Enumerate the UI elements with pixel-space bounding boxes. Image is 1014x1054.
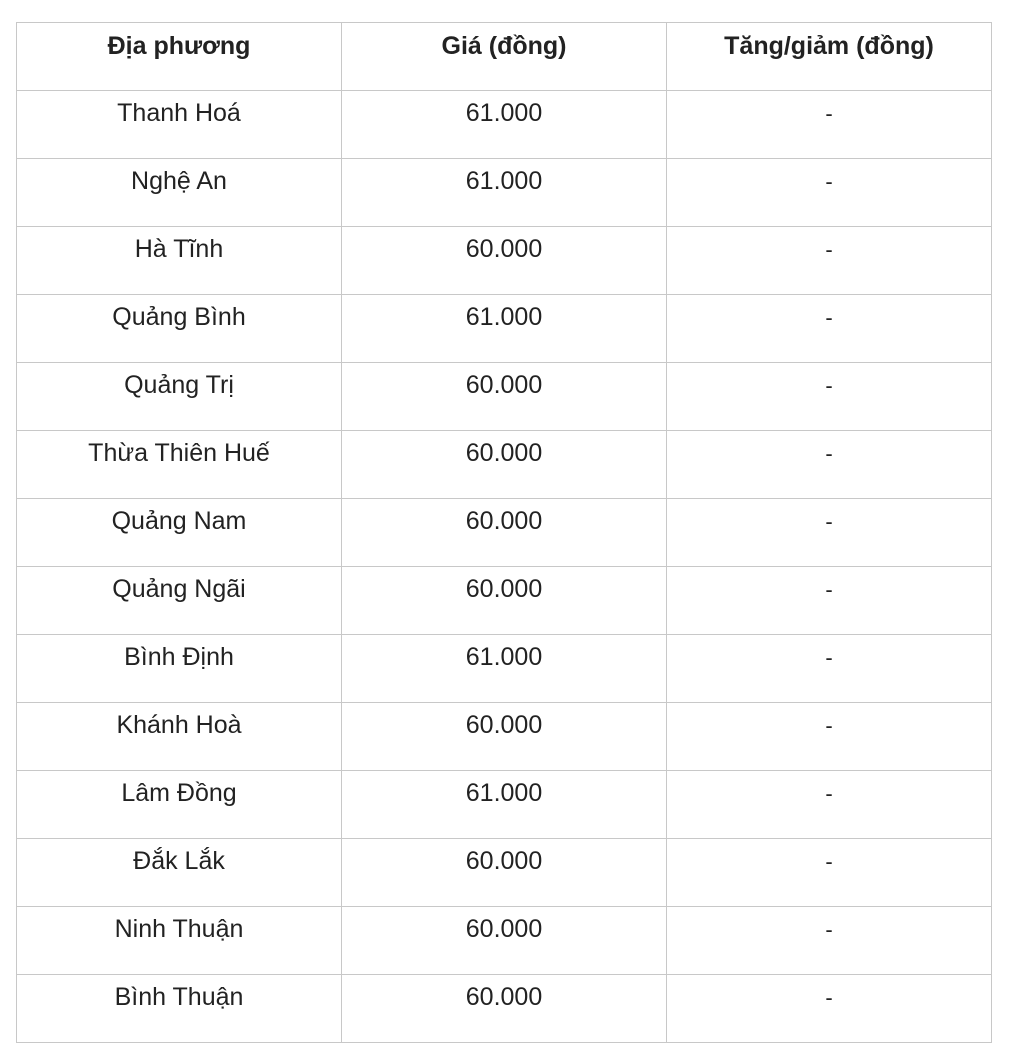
table-row <box>17 499 992 567</box>
header-change: Tăng/giảm (đồng) <box>667 23 992 91</box>
table-row <box>17 635 992 703</box>
cell-region: Bình Định <box>17 635 342 703</box>
cell-region: Thanh Hoá <box>17 91 342 159</box>
cell-price: 60.000 <box>342 975 667 1043</box>
table-row <box>17 567 992 635</box>
cell-change: - <box>667 499 992 567</box>
cell-change: - <box>667 295 992 363</box>
table-row <box>17 431 992 499</box>
table-row <box>17 91 992 159</box>
table-row <box>17 975 992 1043</box>
table-body <box>17 91 992 1043</box>
table-row <box>17 295 992 363</box>
cell-change: - <box>667 771 992 839</box>
cell-price: 61.000 <box>342 91 667 159</box>
cell-change: - <box>667 91 992 159</box>
cell-region: Thừa Thiên Huế <box>17 431 342 499</box>
cell-region: Quảng Nam <box>17 499 342 567</box>
cell-change: - <box>667 635 992 703</box>
table-row <box>17 159 992 227</box>
cell-region: Bình Thuận <box>17 975 342 1043</box>
cell-price: 60.000 <box>342 703 667 771</box>
table-row <box>17 363 992 431</box>
cell-region: Lâm Đồng <box>17 771 342 839</box>
cell-price: 60.000 <box>342 907 667 975</box>
cell-region: Quảng Bình <box>17 295 342 363</box>
table-row <box>17 839 992 907</box>
cell-price: 60.000 <box>342 567 667 635</box>
table-header-row <box>17 23 992 91</box>
cell-change: - <box>667 839 992 907</box>
cell-price: 61.000 <box>342 771 667 839</box>
table-row <box>17 227 992 295</box>
cell-change: - <box>667 975 992 1043</box>
cell-region: Quảng Trị <box>17 363 342 431</box>
cell-price: 60.000 <box>342 363 667 431</box>
cell-region: Ninh Thuận <box>17 907 342 975</box>
table-row <box>17 907 992 975</box>
table-row <box>17 771 992 839</box>
price-table <box>16 22 992 1043</box>
cell-change: - <box>667 159 992 227</box>
cell-price: 61.000 <box>342 159 667 227</box>
cell-region: Nghệ An <box>17 159 342 227</box>
cell-change: - <box>667 703 992 771</box>
cell-change: - <box>667 567 992 635</box>
cell-price: 60.000 <box>342 839 667 907</box>
price-table-container <box>16 22 991 1043</box>
table-row <box>17 703 992 771</box>
cell-price: 60.000 <box>342 431 667 499</box>
cell-price: 60.000 <box>342 499 667 567</box>
cell-region: Đắk Lắk <box>17 839 342 907</box>
cell-region: Hà Tĩnh <box>17 227 342 295</box>
cell-price: 60.000 <box>342 227 667 295</box>
cell-region: Quảng Ngãi <box>17 567 342 635</box>
cell-change: - <box>667 907 992 975</box>
header-region: Địa phương <box>17 23 342 91</box>
cell-change: - <box>667 363 992 431</box>
cell-price: 61.000 <box>342 635 667 703</box>
cell-price: 61.000 <box>342 295 667 363</box>
header-price: Giá (đồng) <box>342 23 667 91</box>
cell-region: Khánh Hoà <box>17 703 342 771</box>
cell-change: - <box>667 431 992 499</box>
cell-change: - <box>667 227 992 295</box>
